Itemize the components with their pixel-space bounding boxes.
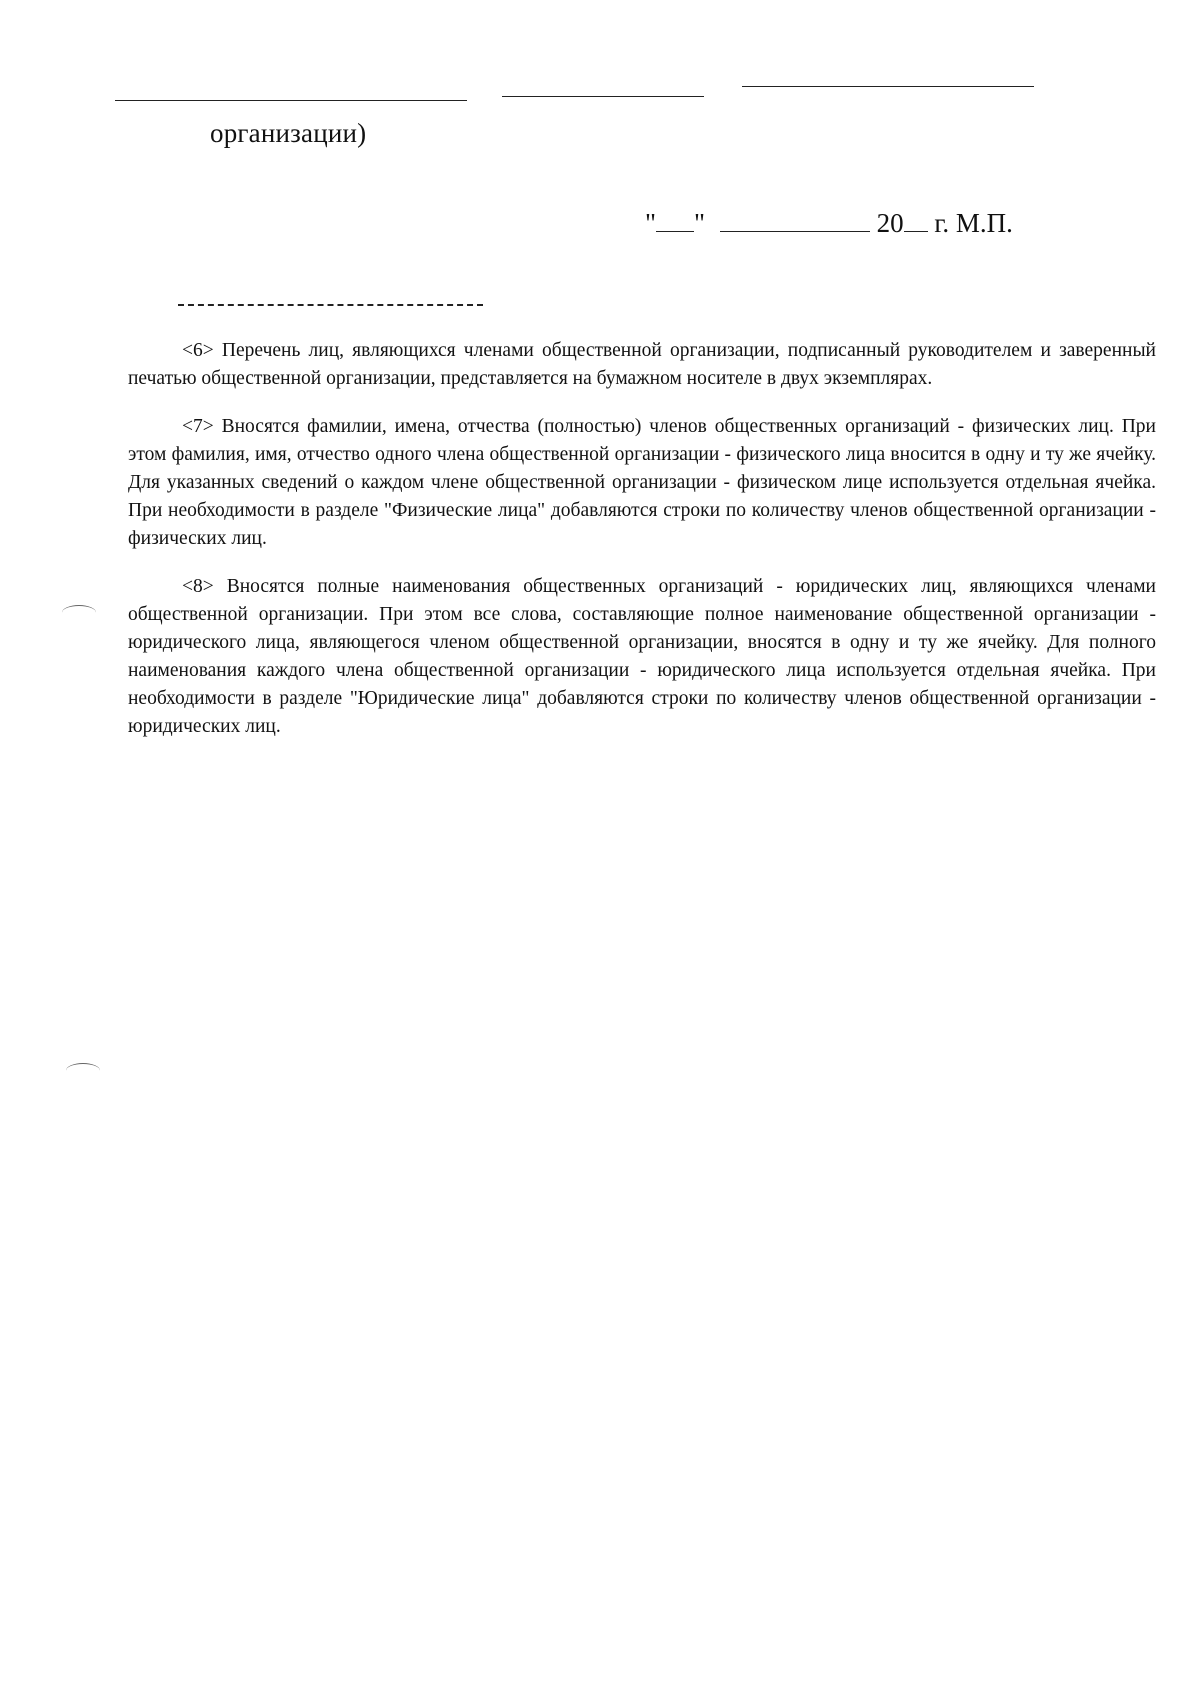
date-close-quote: " <box>694 208 706 238</box>
signature-line-name <box>742 86 1034 87</box>
footnote-6: <6> Перечень лиц, являющихся членами общественной организации, подписанный руководителем и заверенный печатью общественной организации, представляется на бумажном носителе в двух экземплярах. <box>128 340 1156 389</box>
footnotes <box>128 337 1156 761</box>
punch-hole-mark-lower <box>66 1063 100 1078</box>
punch-hole-mark-upper <box>62 605 96 620</box>
date-suffix: г. М.П. <box>934 208 1013 238</box>
signature-line-org-head <box>115 100 467 101</box>
month-blank <box>720 209 870 232</box>
footnote-7: <7> Вносятся фамилии, имена, отчества (полностью) членов общественных организаций - физических лиц. При этом фамилия, имя, отчество одного члена общественной организации - физического лица вносится в одну и ту же ячейку. Для указанных сведений о каждом члене общественной организации - физическом лице используется отдельная ячейка. При необходимости в разделе "Физические лица" добавляются строки по количеству членов общественной организации - физических лиц. <box>128 416 1156 549</box>
year-blank <box>904 209 928 232</box>
footnote-8: <8> Вносятся полные наименования общественных организаций - юридических лиц, являющихся членами общественной организации. При этом все слова, составляющие полное наименование общественной организации - юридического лица, являющегося членом общественной организации, вносятся в одну и ту же ячейку. Для полного наименования каждого члена общественной организации - юридического лица используется отдельная ячейка. При необходимости в разделе "Юридические лица" добавляются строки по количеству членов общественной организации - юридических лиц. <box>128 576 1156 737</box>
date-open-quote: " <box>645 208 657 238</box>
day-blank <box>656 209 694 232</box>
date-year: 20 <box>876 208 904 238</box>
date-stamp-line <box>645 208 1013 239</box>
footnote-separator <box>178 304 483 306</box>
org-label: организации) <box>210 118 367 148</box>
signature-line-signature <box>502 96 704 97</box>
